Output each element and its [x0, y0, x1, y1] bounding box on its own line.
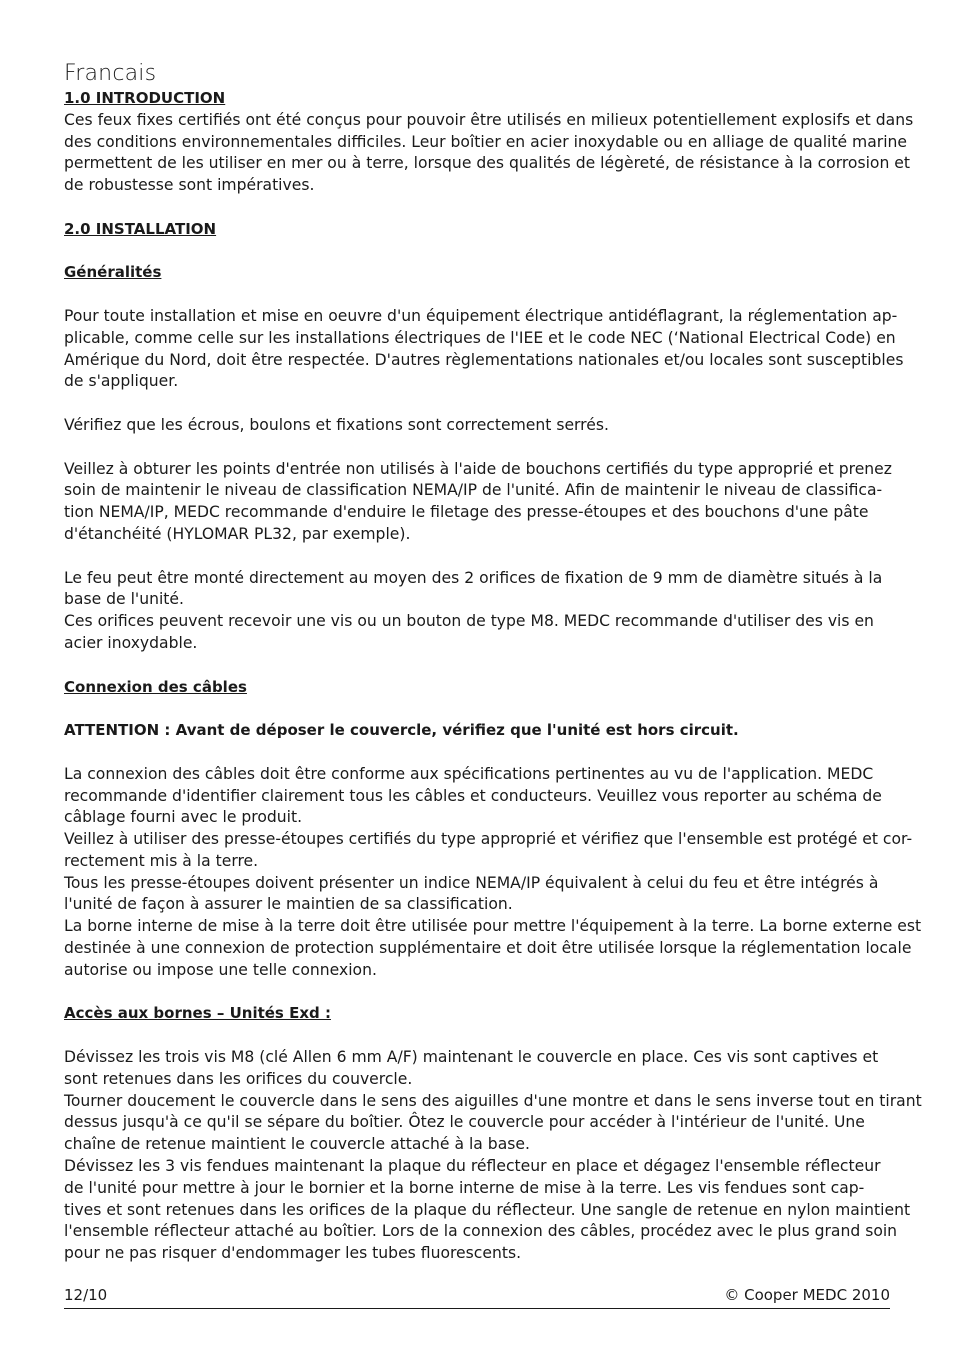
text-line: sont retenues dans les orifices du couvercle.	[64, 1069, 413, 1088]
text-line: Tourner doucement le couvercle dans le sens des aiguilles d'une montre et dans le sens inverse tout en tirant	[64, 1091, 922, 1110]
intro-paragraph	[64, 110, 914, 197]
text-line: Ces feux fixes certifiés ont été conçus pour pouvoir être utilisés en milieux potentiellement explosifs et dans	[64, 110, 914, 129]
general-paragraph-fixings	[64, 415, 890, 437]
cable-warning: ATTENTION : Avant de déposer le couvercle, vérifiez que l'unité est hors circuit.	[64, 721, 739, 740]
text-line: Pour toute installation et mise en oeuvre d'un équipement électrique antidéflagrant, la réglementation ap-	[64, 306, 898, 325]
text-line: Veillez à utiliser des presse-étoupes certifiés du type approprié et vérifiez que l'ensemble est protégé et cor-	[64, 830, 913, 849]
general-heading: Généralités	[64, 263, 162, 282]
footer-date: 12/10	[64, 1286, 108, 1304]
text-line: d'étanchéité (HYLOMAR PL32, par exemple).	[64, 524, 411, 543]
general-paragraph-entries	[64, 459, 890, 546]
text-line: base de l'unité.	[64, 590, 184, 609]
text-line: Amérique du Nord, doit être respectée. D'autres règlementations nationales et/ou locales sont susceptibles	[64, 350, 904, 369]
text-line: dessus jusqu'à ce qu'il se sépare du boîtier. Ôtez le couvercle pour accéder à l'intérieur de l'unité. Une	[64, 1113, 865, 1132]
text-line: plicable, comme celle sur les installations électriques de l'IEE et le code NEC (‘National Electrical Code) en	[64, 328, 896, 347]
text-line: La connexion des câbles doit être conforme aux spécifications pertinentes au vu de l'application. MEDC	[64, 764, 874, 783]
text-line: chaîne de retenue maintient le couvercle attaché à la base.	[64, 1135, 530, 1154]
text-line: Vérifiez que les écrous, boulons et fixations sont correctement serrés.	[64, 415, 609, 434]
text-line: Tous les presse-étoupes doivent présenter un indice NEMA/IP équivalent à celui du feu et être intégrés à	[64, 873, 879, 892]
cable-heading: Connexion des câbles	[64, 677, 247, 696]
text-line: Dévissez les trois vis M8 (clé Allen 6 mm A/F) maintenant le couvercle en place. Ces vis sont captives et	[64, 1048, 879, 1067]
text-line: soin de maintenir le niveau de classification NEMA/IP de l'unité. Afin de maintenir le niveau de classifica-	[64, 481, 883, 500]
text-line: de s'appliquer.	[64, 372, 179, 391]
text-line: tion NEMA/IP, MEDC recommande d'enduire le filetage des presse-étoupes et des bouchons d'une pâte	[64, 503, 869, 522]
cable-paragraph	[64, 764, 922, 982]
text-line: permettent de les utiliser en mer ou à terre, lorsque des qualités de légèreté, de résistance à la corrosion et	[64, 154, 911, 173]
text-line: tives et sont retenues dans les orifices de la plaque du réflecteur. Une sangle de retenue en nylon maintient	[64, 1200, 911, 1219]
text-line: destinée à une connexion de protection supplémentaire et doit être utilisée lorsque la réglementation locale	[64, 939, 912, 958]
footer-copyright: © Cooper MEDC 2010	[724, 1286, 890, 1304]
text-line: des conditions environnementales difficiles. Leur boîtier en acier inoxydable ou en alliage de qualité marine	[64, 132, 907, 151]
access-paragraph	[64, 1047, 922, 1265]
footer-divider	[64, 1308, 890, 1309]
text-line: acier inoxydable.	[64, 633, 198, 652]
text-line: Veillez à obturer les points d'entrée non utilisés à l'aide de bouchons certifiés du type approprié et prenez	[64, 459, 892, 478]
general-paragraph-mounting	[64, 568, 890, 655]
language-title: Francais	[64, 61, 157, 86]
access-heading: Accès aux bornes – Unités Exd :	[64, 1004, 331, 1023]
text-line: l'ensemble réflecteur attaché au boîtier. Lors de la connexion des câbles, procédez avec le plus grand soin	[64, 1222, 898, 1241]
text-line: de robustesse sont impératives.	[64, 176, 315, 195]
text-line: pour ne pas risquer d'endommager les tubes fluorescents.	[64, 1244, 522, 1263]
text-line: rectement mis à la terre.	[64, 851, 259, 870]
text-line: l'unité de façon à assurer le maintien de sa classification.	[64, 895, 513, 914]
text-line: câblage fourni avec le produit.	[64, 808, 303, 827]
text-line: de l'unité pour mettre à jour le bornier et la borne interne de mise à la terre. Les vis fendues sont cap-	[64, 1178, 865, 1197]
intro-heading: 1.0 INTRODUCTION	[64, 89, 226, 107]
document-page	[64, 60, 922, 1265]
text-line: recommande d'identifier clairement tous les câbles et conducteurs. Veuillez vous reporter au schéma de	[64, 786, 882, 805]
text-line: Ces orifices peuvent recevoir une vis ou un bouton de type M8. MEDC recommande d'utiliser des vis en	[64, 612, 874, 631]
text-line: La borne interne de mise à la terre doit être utilisée pour mettre l'équipement à la terre. La borne externe est	[64, 917, 922, 936]
general-paragraph-regulation	[64, 306, 904, 393]
text-line: autorise ou impose une telle connexion.	[64, 960, 377, 979]
text-line: Dévissez les 3 vis fendues maintenant la plaque du réflecteur en place et dégagez l'ensemble réflecteur	[64, 1157, 881, 1176]
text-line: Le feu peut être monté directement au moyen des 2 orifices de fixation de 9 mm de diamètre situés à la	[64, 568, 883, 587]
installation-heading: 2.0 INSTALLATION	[64, 219, 217, 238]
